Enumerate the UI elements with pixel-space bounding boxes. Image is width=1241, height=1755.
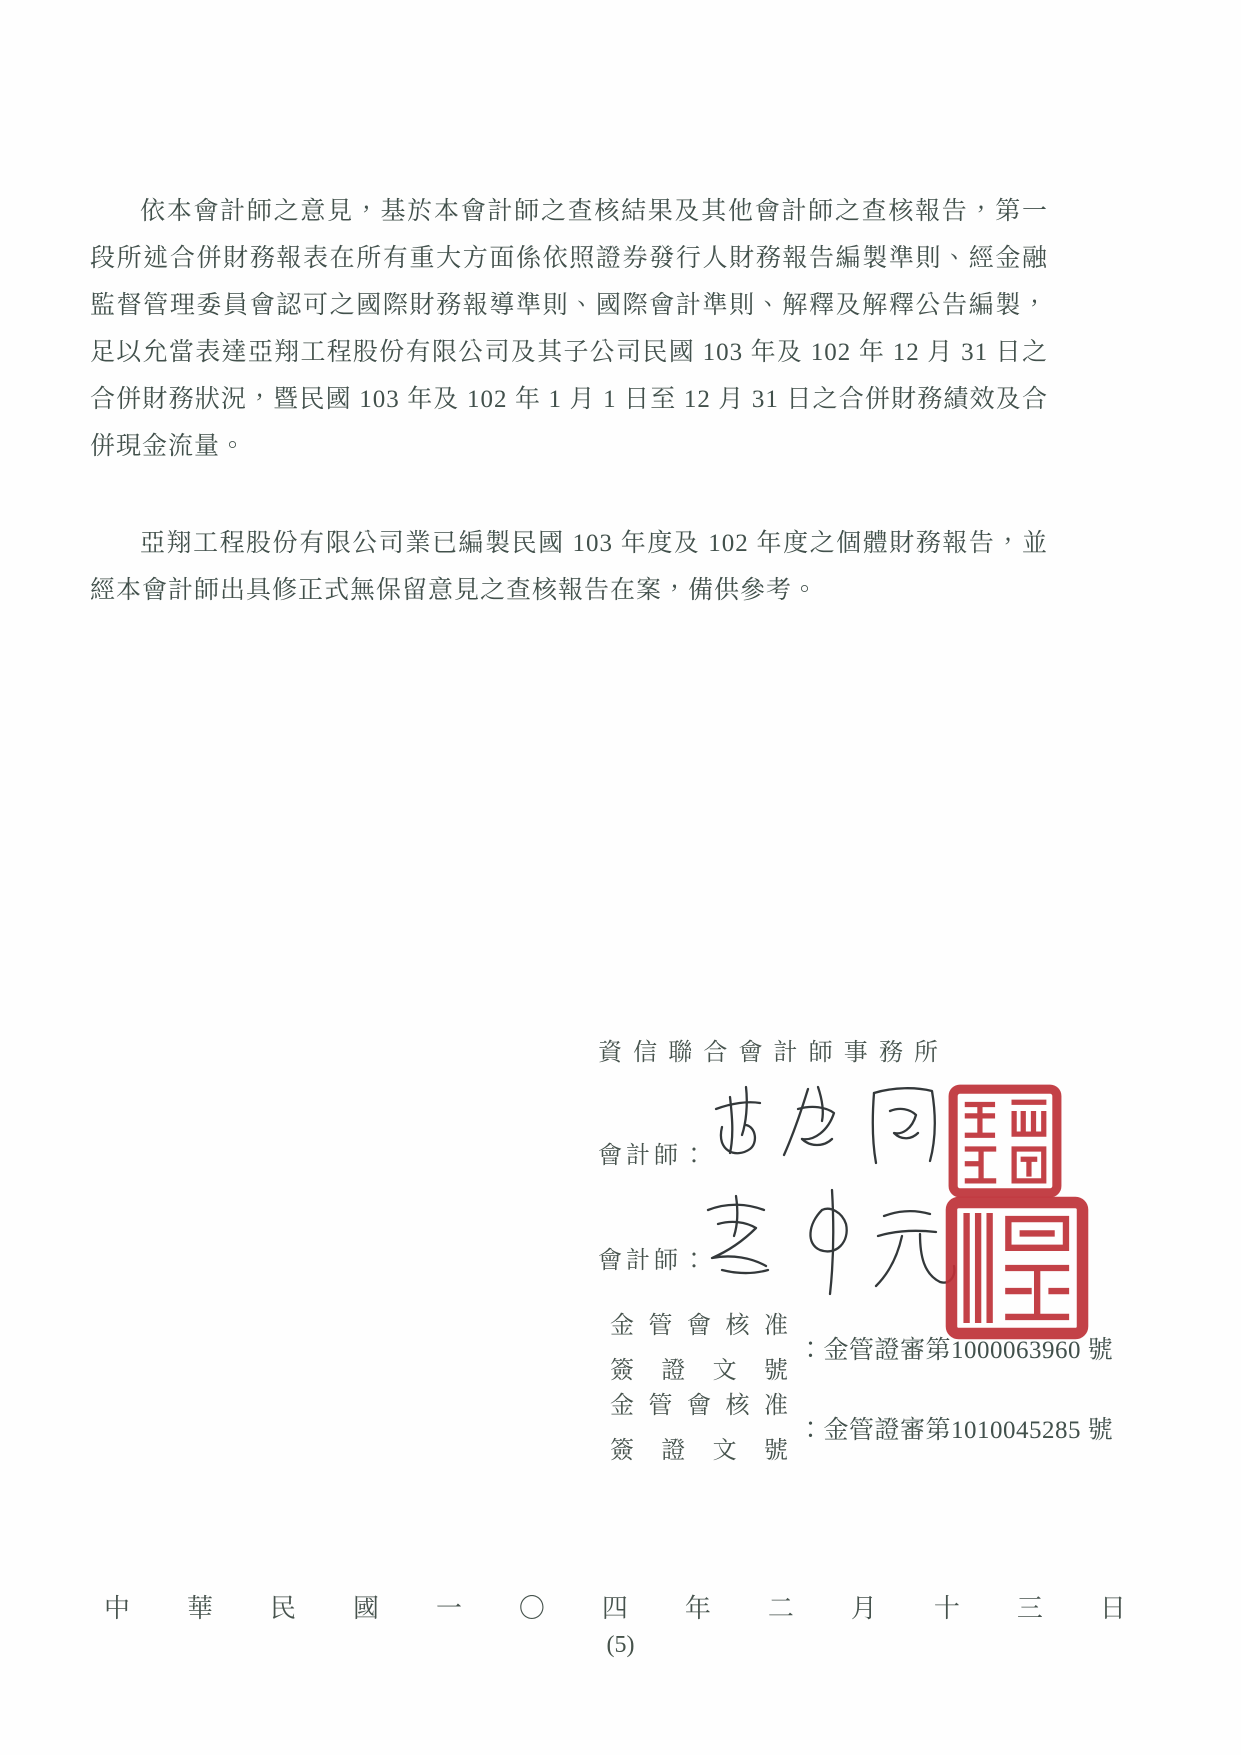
- reference-paragraph: 亞翔工程股份有限公司業已編製民國 103 年度及 102 年度之個體財務報告，並經本會計師出具修正式無保留意見之查核報告在案，備供參考。: [90, 530, 1048, 604]
- approval-1-label-line1: 金 管 會 核 准: [610, 1313, 788, 1339]
- approval-2-number: ：金管證審第1010045285 號: [798, 1417, 1114, 1444]
- accountant-label-1: 會計師：: [598, 1143, 710, 1169]
- signature-huang-zeng-guo: [702, 1075, 952, 1187]
- accountant-label-2: 會計師：: [598, 1248, 710, 1274]
- handwritten-signature-icon: [688, 1180, 978, 1302]
- approval-2-label-line1: 金 管 會 核 准: [610, 1393, 788, 1419]
- approval-2-label-line2: 簽 證 文 號: [610, 1438, 788, 1464]
- opinion-paragraph: 依本會計師之意見，基於本會計師之查核結果及其他會計師之查核報告，第一段所述合併財務報表在所有重大方面係依照證券發行人財務報告編製準則、經金融監督管理委員會認可之國際財務報導準則、國際會計準則、解釋及解釋公告編製，足以允當表達亞翔工程股份有限公司及其子公司民國 103 年及 102 年 12 月 31 日之合併財務狀況，暨民國 103 年及 102 年 1 月 1 日至 12 月 31 日之合併財務績效及合併現金流量。: [90, 198, 1048, 460]
- handwritten-signature-icon: [702, 1075, 952, 1187]
- report-body: [90, 188, 1048, 614]
- accountant-seal-1: [948, 1084, 1062, 1198]
- red-seal-icon: [936, 1196, 1098, 1340]
- approval-1-number: ：金管證審第1000063960 號: [798, 1337, 1114, 1364]
- red-seal-icon: [948, 1084, 1062, 1198]
- accounting-firm-name: 資 信 聯 合 會 計 師 事 務 所: [598, 1040, 938, 1066]
- page-number: (5): [606, 1632, 635, 1658]
- signature-tsai-chung-yuan: [688, 1180, 978, 1302]
- republic-era-date: 中 華 民 國 一 〇 四 年 二 月 十 三 日: [104, 1594, 1126, 1623]
- approval-1-label-line2: 簽 證 文 號: [610, 1358, 788, 1384]
- accountant-seal-2: [936, 1196, 1098, 1340]
